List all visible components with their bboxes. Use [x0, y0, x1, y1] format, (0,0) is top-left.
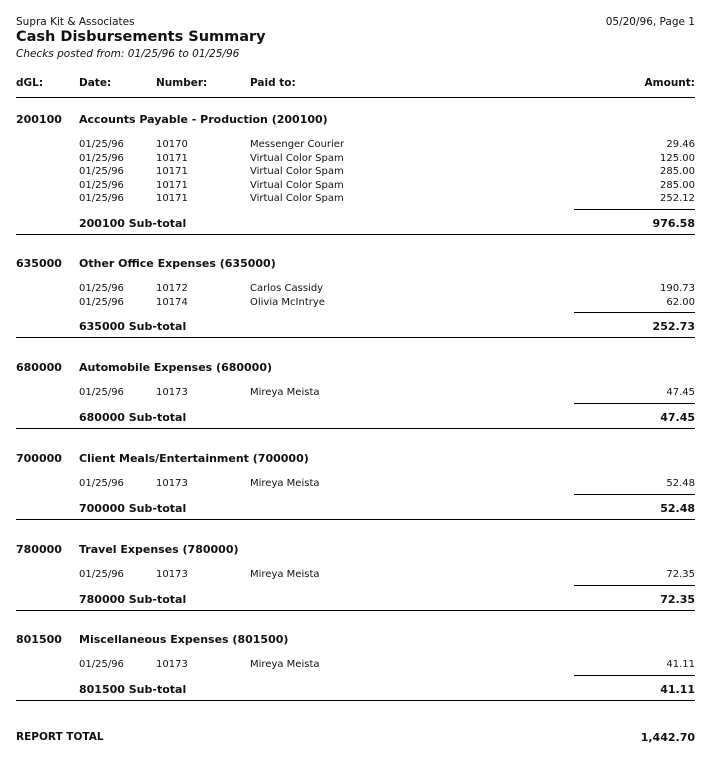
transaction-date: 01/25/96 — [79, 179, 124, 191]
check-number: 10172 — [156, 283, 188, 294]
transaction-amount: 29.46 — [666, 139, 695, 150]
transaction-date: 01/25/96 — [79, 478, 124, 489]
payee-name: Olivia McIntrye — [250, 296, 325, 308]
transaction-date: 01/25/96 — [79, 139, 124, 150]
transaction-date: 01/25/96 — [79, 569, 124, 580]
subtotal-amount: 41.11 — [660, 683, 695, 696]
transaction-date: 01/25/96 — [79, 166, 124, 177]
subtotal-amount: 52.48 — [660, 502, 695, 515]
subtotal-underline — [574, 494, 695, 495]
gl-account-title: Miscellaneous Expenses (801500) — [79, 633, 289, 646]
transaction-amount: 125.00 — [660, 152, 695, 164]
transaction-amount: 285.00 — [660, 166, 695, 177]
transaction-row — [0, 180, 711, 193]
gl-account-code: 680000 — [16, 361, 62, 374]
check-number: 10171 — [156, 152, 188, 164]
transaction-date: 01/25/96 — [79, 152, 124, 164]
payee-name: Virtual Color Spam — [250, 152, 344, 164]
subtotal-label: 780000 Sub-total — [79, 593, 187, 606]
check-number: 10171 — [156, 166, 188, 177]
payee-name: Virtual Color Spam — [250, 193, 344, 204]
check-number: 10173 — [156, 659, 188, 670]
group-divider — [16, 428, 695, 429]
gl-account-title: Travel Expenses (780000) — [79, 543, 239, 556]
date-page-info: 05/20/96, Page 1 — [605, 16, 695, 28]
subtotal-amount: 252.73 — [652, 320, 695, 333]
gl-account-title: Accounts Payable - Production (200100) — [79, 113, 328, 126]
transaction-amount: 190.73 — [660, 283, 695, 294]
transaction-amount: 252.12 — [660, 193, 695, 204]
gl-account-title: Automobile Expenses (680000) — [79, 361, 273, 374]
subtotal-underline — [574, 403, 695, 404]
transaction-row — [0, 153, 711, 166]
payee-name: Mireya Meista — [250, 659, 320, 670]
check-number: 10171 — [156, 193, 188, 204]
report-title: Cash Disbursements Summary — [16, 29, 266, 45]
transaction-amount: 41.11 — [666, 659, 695, 670]
payee-name: Mireya Meista — [250, 387, 320, 398]
report-date-range: Checks posted from: 01/25/96 to 01/25/96 — [16, 48, 240, 60]
check-number: 10174 — [156, 296, 188, 308]
report-total-label: REPORT TOTAL — [16, 731, 104, 743]
check-number: 10173 — [156, 569, 188, 580]
transaction-date: 01/25/96 — [79, 387, 124, 398]
subtotal-underline — [574, 675, 695, 676]
subtotal-amount: 47.45 — [660, 411, 695, 424]
column-header-number: Number: — [156, 77, 208, 89]
column-header-gl: dGL: — [16, 77, 44, 89]
report-total-amount: 1,442.70 — [640, 731, 695, 744]
group-divider — [16, 337, 695, 338]
check-number: 10173 — [156, 387, 188, 398]
transaction-amount: 52.48 — [666, 478, 695, 489]
transaction-row — [0, 478, 711, 491]
group-divider — [16, 519, 695, 520]
column-header-date: Date: — [79, 77, 112, 89]
gl-account-title: Client Meals/Entertainment (700000) — [79, 452, 309, 465]
subtotal-underline — [574, 312, 695, 313]
transaction-row — [0, 387, 711, 400]
group-divider — [16, 610, 695, 611]
subtotal-label: 801500 Sub-total — [79, 683, 187, 696]
transaction-row — [0, 283, 711, 296]
payee-name: Virtual Color Spam — [250, 166, 344, 177]
gl-account-code: 780000 — [16, 543, 62, 556]
subtotal-label: 680000 Sub-total — [79, 411, 187, 424]
subtotal-label: 700000 Sub-total — [79, 502, 187, 515]
transaction-row — [0, 659, 711, 672]
transaction-amount: 285.00 — [660, 179, 695, 191]
transaction-row — [0, 297, 711, 310]
transaction-amount: 62.00 — [666, 296, 695, 308]
subtotal-underline — [574, 585, 695, 586]
header-divider — [16, 97, 695, 98]
column-header-paid-to: Paid to: — [250, 77, 296, 89]
gl-account-title: Other Office Expenses (635000) — [79, 257, 276, 270]
check-number: 10171 — [156, 179, 188, 191]
subtotal-label: 635000 Sub-total — [79, 320, 187, 333]
column-header-amount: Amount: — [644, 77, 695, 89]
subtotal-amount: 976.58 — [652, 217, 695, 230]
transaction-row — [0, 139, 711, 152]
subtotal-underline — [574, 209, 695, 210]
transaction-amount: 47.45 — [666, 387, 695, 398]
gl-account-code: 801500 — [16, 633, 62, 646]
group-divider — [16, 700, 695, 701]
payee-name: Carlos Cassidy — [250, 283, 324, 294]
group-divider — [16, 234, 695, 235]
transaction-date: 01/25/96 — [79, 193, 124, 204]
payee-name: Mireya Meista — [250, 569, 320, 580]
transaction-date: 01/25/96 — [79, 659, 124, 670]
transaction-row — [0, 569, 711, 582]
transaction-amount: 72.35 — [666, 569, 695, 580]
gl-account-code: 700000 — [16, 452, 62, 465]
check-number: 10170 — [156, 139, 188, 150]
gl-account-code: 635000 — [16, 257, 62, 270]
transaction-date: 01/25/96 — [79, 283, 124, 294]
check-number: 10173 — [156, 478, 188, 489]
company-name: Supra Kit & Associates — [16, 16, 135, 28]
subtotal-label: 200100 Sub-total — [79, 217, 187, 230]
payee-name: Mireya Meista — [250, 478, 320, 489]
payee-name: Virtual Color Spam — [250, 179, 344, 191]
gl-account-code: 200100 — [16, 113, 62, 126]
payee-name: Messenger Courier — [250, 139, 345, 150]
subtotal-amount: 72.35 — [660, 593, 695, 606]
transaction-row — [0, 166, 711, 179]
transaction-date: 01/25/96 — [79, 296, 124, 308]
transaction-row — [0, 193, 711, 206]
